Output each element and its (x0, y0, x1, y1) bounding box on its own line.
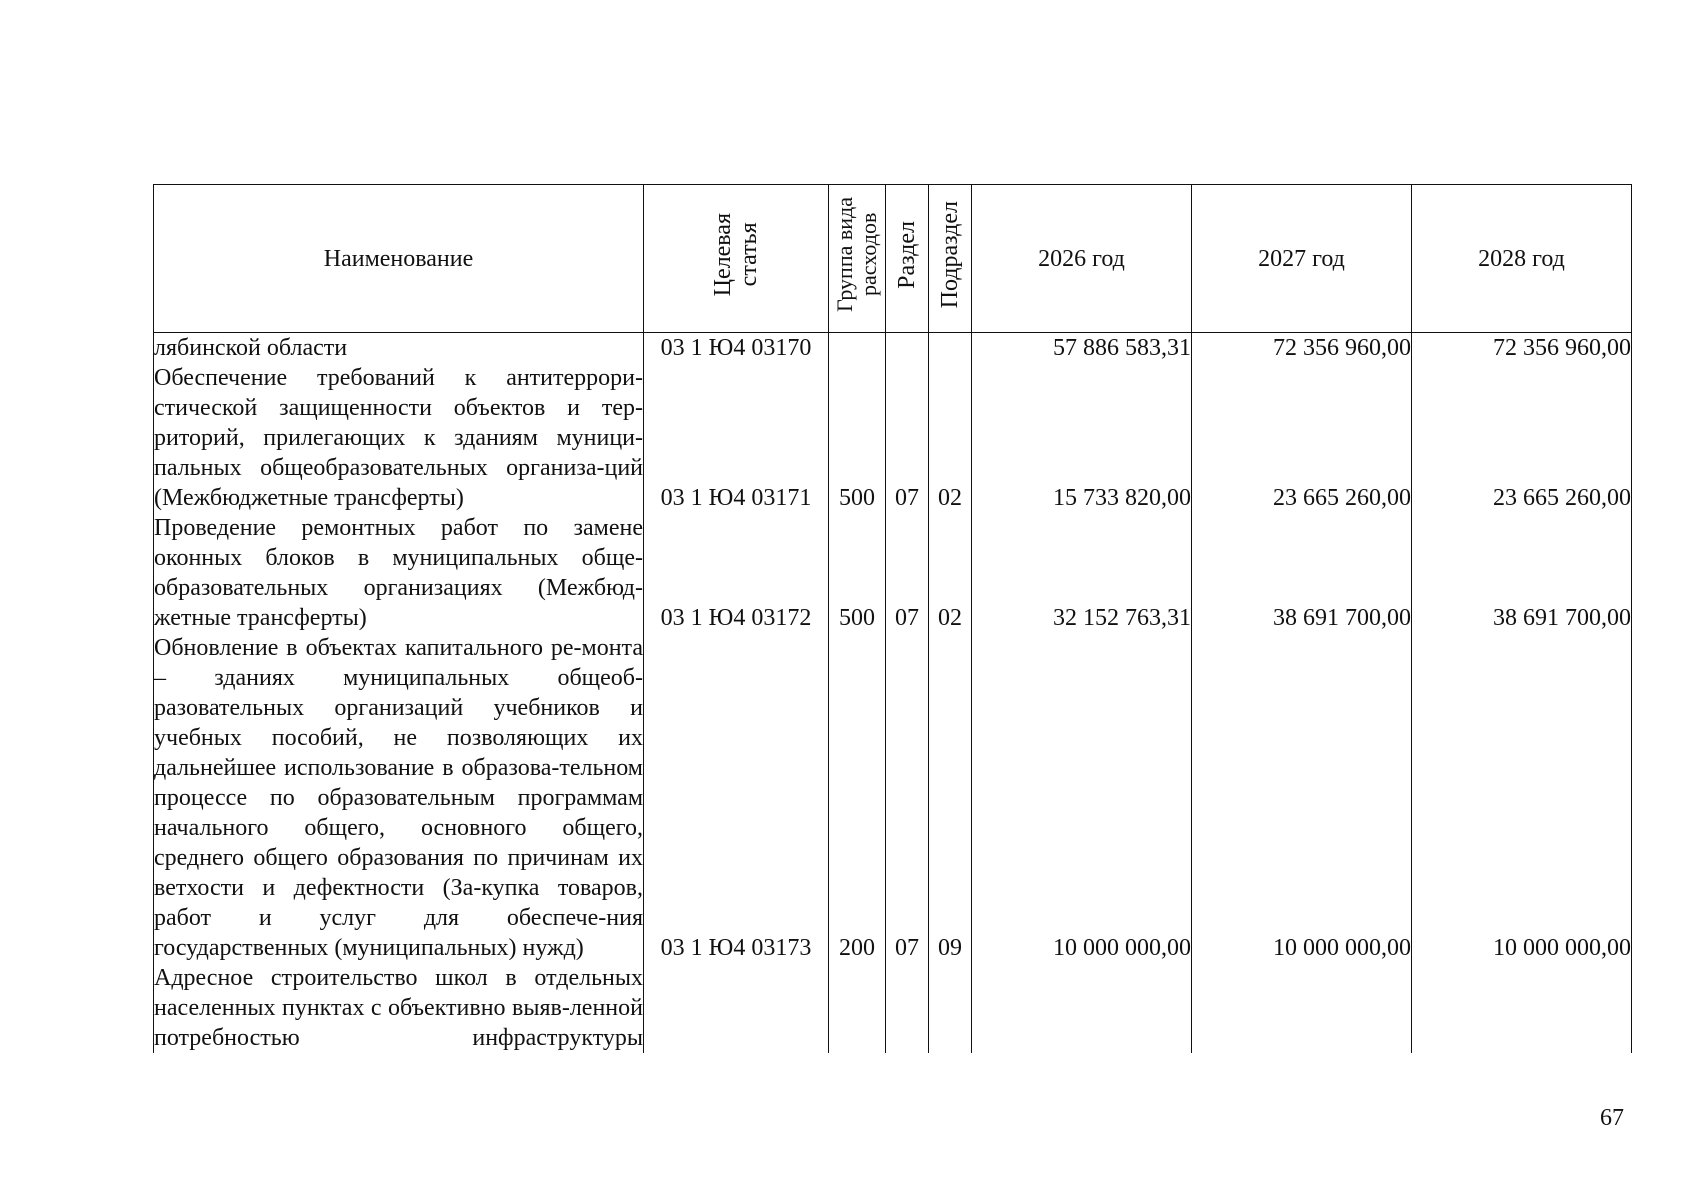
row-expense-group: 200 (829, 633, 886, 963)
header-target-article (644, 185, 829, 333)
table-row (154, 513, 1632, 633)
table-row (154, 333, 1632, 364)
header-target-line1: Целевая (710, 212, 736, 297)
row-amount-2028: 10 000 000,00 (1412, 633, 1632, 963)
header-expense-group (829, 185, 886, 333)
budget-table (153, 184, 1632, 1053)
row-target-article: 03 1 Ю4 03172 (644, 513, 829, 633)
header-year-2028: 2028 год (1412, 185, 1632, 333)
row-name: лябинской области (154, 333, 644, 364)
header-name: Наименование (154, 185, 644, 333)
row-name: Обновление в объектах капитального ре-монта – зданиях муниципальных общеоб-разовательных организаций учебников и учебных пособий, не позволяющих их дальнейшее использование в образова-тельном процессе по образовательным программам начального общего, основного общего, среднего общего образования по причинам их ветхости и дефектности (За-купка товаров, работ и услуг для обеспече-ния государственных (муниципальных) нужд) (154, 635, 643, 961)
table-row (154, 633, 1632, 963)
page-number: 67 (1600, 1105, 1624, 1131)
row-amount-2028: 38 691 700,00 (1412, 513, 1632, 633)
row-section: 07 (886, 513, 929, 633)
row-amount-2026: 10 000 000,00 (972, 633, 1192, 963)
row-subsection (929, 963, 972, 1053)
row-section: 07 (886, 363, 929, 513)
row-subsection: 09 (929, 633, 972, 963)
header-target-line2: статья (736, 222, 762, 287)
row-amount-2027: 38 691 700,00 (1192, 513, 1412, 633)
row-amount-2026 (972, 963, 1192, 1053)
row-subsection: 02 (929, 363, 972, 513)
row-target-article (644, 963, 829, 1053)
row-subsection: 02 (929, 513, 972, 633)
row-amount-2026: 32 152 763,31 (972, 513, 1192, 633)
row-section (886, 333, 929, 364)
row-name: Проведение ремонтных работ по замене оконных блоков в муниципальных обще-образовательных организациях (Межбюд-жетные трансферты) (154, 515, 643, 631)
header-section (886, 185, 929, 333)
row-target-article: 03 1 Ю4 03173 (644, 633, 829, 963)
header-group-line1: Группа вида (832, 197, 857, 312)
row-amount-2026: 15 733 820,00 (972, 363, 1192, 513)
row-amount-2027: 72 356 960,00 (1192, 333, 1412, 364)
row-section (886, 963, 929, 1053)
header-year-2027: 2027 год (1192, 185, 1412, 333)
row-amount-2028: 23 665 260,00 (1412, 363, 1632, 513)
row-amount-2027 (1192, 963, 1412, 1053)
header-subsection-label: Подраздел (937, 200, 963, 309)
header-row (154, 185, 1632, 333)
row-expense-group: 500 (829, 363, 886, 513)
row-expense-group: 500 (829, 513, 886, 633)
table-row (154, 363, 1632, 513)
header-section-label: Раздел (894, 220, 920, 289)
row-amount-2028: 72 356 960,00 (1412, 333, 1632, 364)
row-amount-2026: 57 886 583,31 (972, 333, 1192, 364)
header-group-line2: расходов (856, 212, 881, 297)
row-expense-group (829, 963, 886, 1053)
header-subsection (929, 185, 972, 333)
row-expense-group (829, 333, 886, 364)
row-target-article: 03 1 Ю4 03171 (644, 363, 829, 513)
row-target-article: 03 1 Ю4 03170 (644, 333, 829, 364)
row-subsection (929, 333, 972, 364)
table-row (154, 963, 1632, 1053)
row-name: Адресное строительство школ в отдельных населенных пунктах с объективно выяв-ленной потребностью инфраструктуры (154, 965, 643, 1051)
row-amount-2028 (1412, 963, 1632, 1053)
row-amount-2027: 10 000 000,00 (1192, 633, 1412, 963)
row-section: 07 (886, 633, 929, 963)
row-amount-2027: 23 665 260,00 (1192, 363, 1412, 513)
header-year-2026: 2026 год (972, 185, 1192, 333)
row-name: Обеспечение требований к антитеррори-стической защищенности объектов и тер-риторий, прилегающих к зданиям муници-пальных общеобразовательных организа-ций (Межбюджетные трансферты) (154, 365, 643, 511)
